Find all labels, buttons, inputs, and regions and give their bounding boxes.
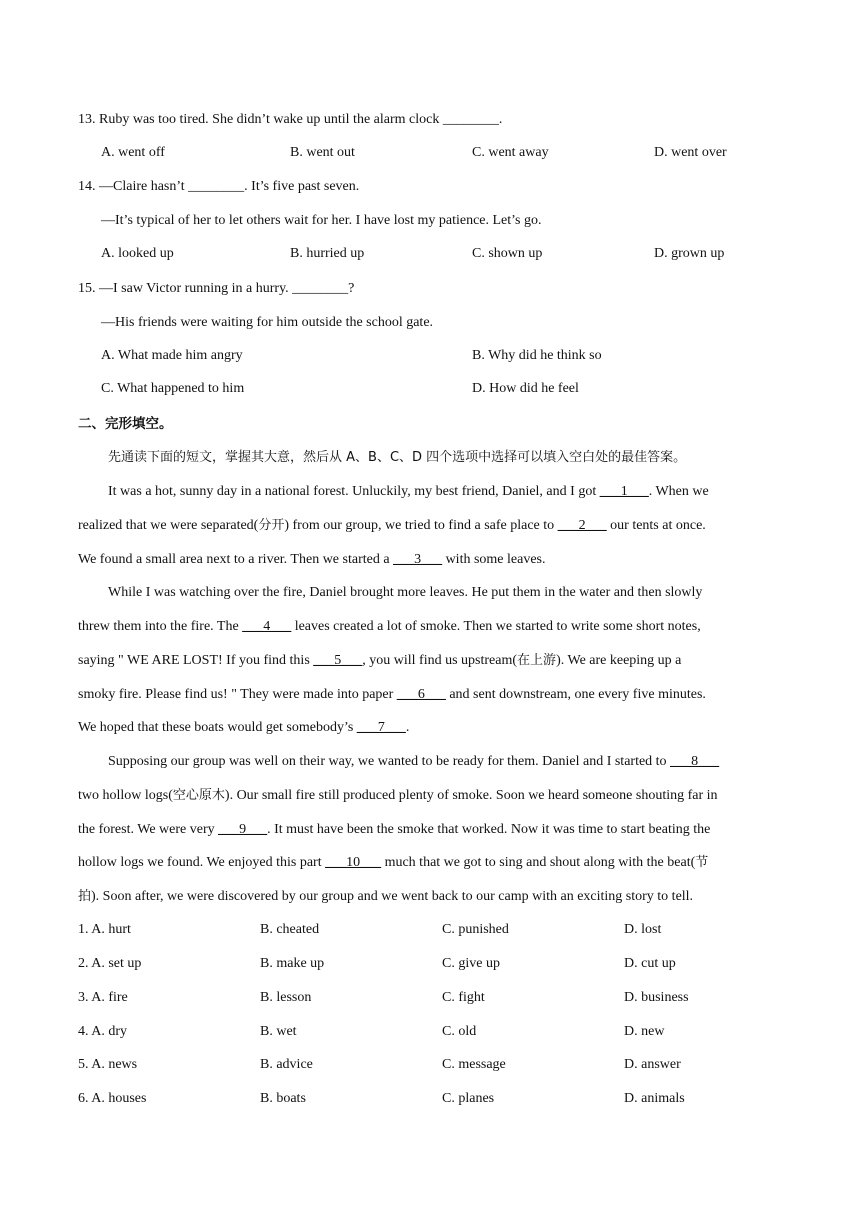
question-14-dialog: —It’s typical of her to let others wait for her. I have lost my patience. Let’s go. bbox=[101, 213, 542, 228]
q13-option-b: B. went out bbox=[290, 145, 355, 160]
cloze-1-option-a: 1. A. hurt bbox=[78, 922, 131, 937]
passage-p3-line-3 bbox=[78, 821, 710, 839]
gloss-text: 节 bbox=[695, 855, 709, 870]
cloze-5-option-c: C. message bbox=[442, 1057, 506, 1072]
q13-option-a: A. went off bbox=[101, 145, 165, 160]
passage-p2-line-3 bbox=[78, 652, 681, 670]
passage-p3-line-4 bbox=[78, 854, 708, 872]
passage-text: We found a small area next to a river. Then we started a bbox=[78, 552, 394, 567]
passage-text: our tents at once. bbox=[606, 518, 706, 533]
q13-option-d: D. went over bbox=[654, 145, 727, 160]
blank-10: ___10___ bbox=[325, 855, 382, 870]
passage-p3-line-1 bbox=[108, 753, 719, 771]
question-13-stem: 13. Ruby was too tired. She didn’t wake up until the alarm clock ________. bbox=[78, 112, 503, 127]
passage-p1-line-1 bbox=[108, 483, 709, 501]
cloze-4-option-a: 4. A. dry bbox=[78, 1024, 127, 1039]
q15-option-b: B. Why did he think so bbox=[472, 348, 602, 363]
cloze-6-option-d: D. animals bbox=[624, 1091, 685, 1106]
question-15-stem: 15. —I saw Victor running in a hurry. ________? bbox=[78, 281, 355, 296]
blank-1: ___1___ bbox=[599, 484, 649, 499]
cloze-3-option-a: 3. A. fire bbox=[78, 990, 128, 1005]
passage-text: smoky fire. Please find us! " They were made into paper bbox=[78, 687, 397, 702]
section-2-instruction: 先通读下面的短文，掌握其大意，然后从 A、B、C、D 四个选项中选择可以填入空白处的最佳答案。 bbox=[108, 450, 687, 465]
passage-p3-line-2 bbox=[78, 787, 718, 805]
gloss-text: 在上游 bbox=[517, 653, 557, 668]
passage-text: the forest. We were very bbox=[78, 822, 219, 837]
cloze-5-option-a: 5. A. news bbox=[78, 1057, 138, 1072]
passage-p1-line-2 bbox=[78, 517, 706, 535]
cloze-1-option-b: B. cheated bbox=[260, 922, 320, 937]
passage-text: ) from our group, we tried to find a safe place to bbox=[284, 518, 558, 533]
blank-8: ___8___ bbox=[670, 754, 720, 769]
q14-option-d: D. grown up bbox=[654, 246, 725, 261]
cloze-2-option-a: 2. A. set up bbox=[78, 956, 142, 971]
passage-p2-line-4 bbox=[78, 686, 706, 704]
passage-p2-line-2 bbox=[78, 618, 701, 636]
cloze-2-option-c: C. give up bbox=[442, 956, 500, 971]
passage-text: Supposing our group was well on their way, we wanted to be ready for them. Daniel and I started to bbox=[108, 754, 671, 769]
q14-option-a: A. looked up bbox=[101, 246, 174, 261]
question-14-stem: 14. —Claire hasn’t ________. It’s five past seven. bbox=[78, 179, 360, 194]
q14-option-b: B. hurried up bbox=[290, 246, 365, 261]
passage-p2-line-5 bbox=[78, 719, 409, 737]
passage-text: saying " WE ARE LOST! If you find this bbox=[78, 653, 314, 668]
cloze-6-option-b: B. boats bbox=[260, 1091, 306, 1106]
section-2-title: 二、完形填空。 bbox=[78, 416, 173, 432]
passage-text: with some leaves. bbox=[442, 552, 546, 567]
cloze-6-option-c: C. planes bbox=[442, 1091, 495, 1106]
passage-text: . bbox=[405, 720, 410, 735]
passage-text: leaves created a lot of smoke. Then we started to write some short notes, bbox=[291, 619, 701, 634]
gloss-text: 空心原木 bbox=[172, 788, 225, 803]
cloze-2-option-d: D. cut up bbox=[624, 956, 676, 971]
gloss-text: 拍 bbox=[78, 889, 92, 904]
passage-p3-line-5 bbox=[78, 888, 693, 906]
cloze-1-option-d: D. lost bbox=[624, 922, 662, 937]
passage-text: ). Our small fire still produced plenty of smoke. Soon we heard someone shouting far in bbox=[224, 788, 718, 803]
cloze-4-option-d: D. new bbox=[624, 1024, 665, 1039]
passage-p2-line-1: While I was watching over the fire, Daniel brought more leaves. He put them in the water and then slowly bbox=[108, 585, 703, 600]
cloze-3-option-c: C. fight bbox=[442, 990, 485, 1005]
blank-9: ___9___ bbox=[218, 822, 268, 837]
q15-option-d: D. How did he feel bbox=[472, 381, 579, 396]
gloss-text: 分开 bbox=[258, 518, 285, 533]
blank-7: ___7___ bbox=[356, 720, 406, 735]
cloze-4-option-b: B. wet bbox=[260, 1024, 297, 1039]
passage-text: . It must have been the smoke that worked. Now it was time to start beating the bbox=[267, 822, 711, 837]
cloze-2-option-b: B. make up bbox=[260, 956, 325, 971]
passage-text: two hollow logs( bbox=[78, 788, 173, 803]
q13-option-c: C. went away bbox=[472, 145, 549, 160]
q15-option-a: A. What made him angry bbox=[101, 348, 243, 363]
blank-6: ___6___ bbox=[396, 687, 446, 702]
passage-text: It was a hot, sunny day in a national forest. Unluckily, my best friend, Daniel, and I got bbox=[108, 484, 600, 499]
passage-text: ). Soon after, we were discovered by our group and we went back to our camp with an exciting story to tell. bbox=[91, 889, 694, 904]
q15-option-c: C. What happened to him bbox=[101, 381, 245, 396]
question-15-dialog: —His friends were waiting for him outside the school gate. bbox=[101, 315, 434, 330]
passage-text: and sent downstream, one every five minutes. bbox=[445, 687, 706, 702]
blank-4: ___4___ bbox=[242, 619, 292, 634]
passage-text: much that we got to sing and shout along with the beat( bbox=[381, 855, 696, 870]
blank-3: ___3___ bbox=[393, 552, 443, 567]
passage-text: . When we bbox=[648, 484, 709, 499]
passage-text: ). We are keeping up a bbox=[556, 653, 682, 668]
cloze-5-option-d: D. answer bbox=[624, 1057, 681, 1072]
cloze-4-option-c: C. old bbox=[442, 1024, 477, 1039]
cloze-5-option-b: B. advice bbox=[260, 1057, 313, 1072]
passage-text: , you will find us upstream( bbox=[362, 653, 518, 668]
passage-p1-line-3 bbox=[78, 551, 545, 569]
passage-text: realized that we were separated( bbox=[78, 518, 259, 533]
cloze-3-option-d: D. business bbox=[624, 990, 689, 1005]
cloze-6-option-a: 6. A. houses bbox=[78, 1091, 147, 1106]
passage-text: threw them into the fire. The bbox=[78, 619, 243, 634]
blank-2: ___2___ bbox=[557, 518, 607, 533]
passage-text: We hoped that these boats would get somebody’s bbox=[78, 720, 357, 735]
passage-text: hollow logs we found. We enjoyed this part bbox=[78, 855, 326, 870]
q14-option-c: C. shown up bbox=[472, 246, 543, 261]
cloze-3-option-b: B. lesson bbox=[260, 990, 312, 1005]
blank-5: ___5___ bbox=[313, 653, 363, 668]
cloze-1-option-c: C. punished bbox=[442, 922, 509, 937]
